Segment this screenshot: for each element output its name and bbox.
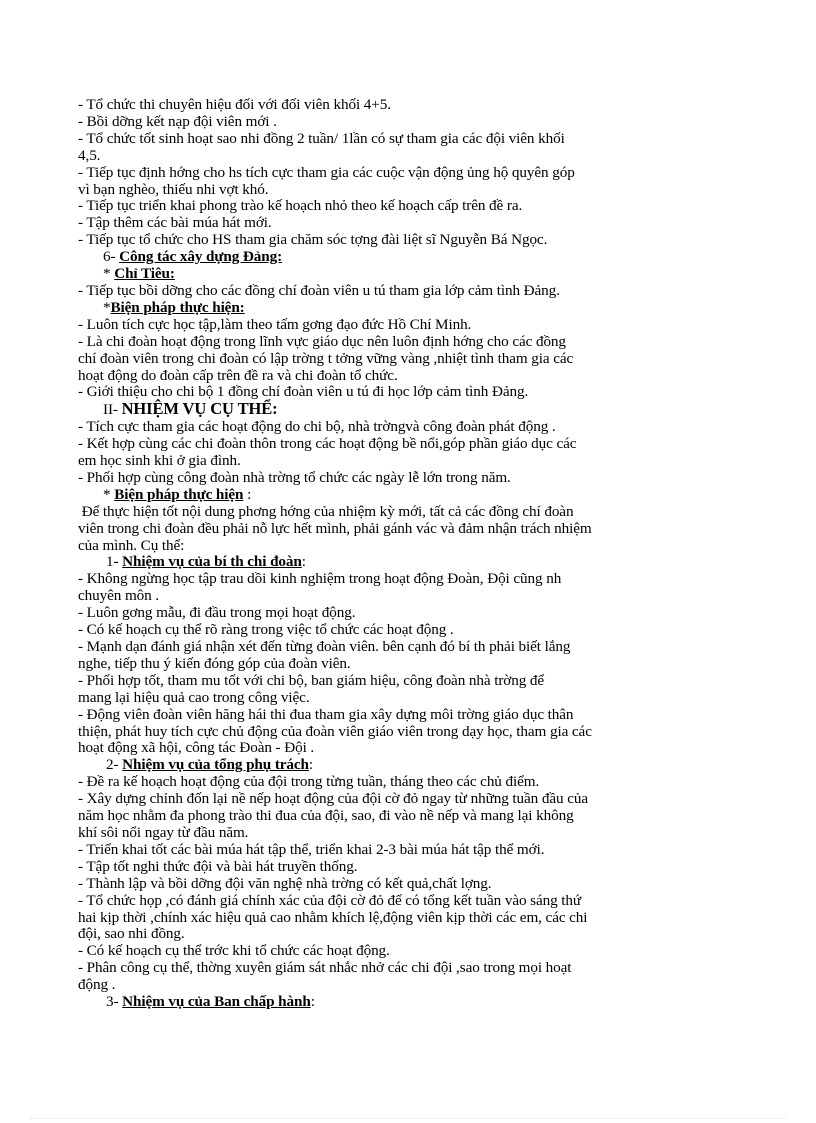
text-line: chuyên môn . (78, 587, 160, 605)
text-line: - Phối hợp cùng công đoàn nhà trờng tổ chức các ngày lễ lớn trong năm. (78, 468, 511, 486)
text-line: viên trong chi đoàn đều phải nỗ lực hết mình, phải gánh vác và đảm nhận trách nhiệm (78, 519, 592, 537)
text-line: - Luôn gơng mẫu, đi đầu trong mọi hoạt động. (78, 604, 356, 622)
section-number: 6- (103, 248, 120, 266)
text-line: đội, sao nhi đồng. (78, 925, 185, 943)
text-line: - Có kế hoạch cụ thể trớc khi tổ chức các hoạt động. (78, 942, 390, 960)
subheading-title: Biện pháp thực hiện: (110, 298, 245, 316)
subheading-title: Biện pháp thực hiện (114, 485, 244, 503)
subheading-measures (78, 300, 748, 317)
text-line: thiện, phát huy tích cực chủ động của đoàn viên giáo viên trong dạy học, tham gia các (78, 722, 592, 740)
text-line: năm học nhằm đa phong trào thi đua của đội, sao, đi vào nề nếp và mang lại không (78, 807, 574, 825)
text-line: - Triển khai tốt các bài múa hát tập thể, triển khai 2-3 bài múa hát tập thể mới. (78, 840, 545, 858)
text-line: - Tổ chức tốt sinh hoạt sao nhi đồng 2 tuần/ 1lần có sự tham gia các đội viên khối (78, 129, 565, 147)
task-number: 1- (106, 553, 123, 571)
text-line: - Là chi đoàn hoạt động trong lĩnh vực giáo dục nên luôn định hớng cho các đồng (78, 332, 566, 350)
bullet-star: * (103, 298, 111, 316)
text-line: - Có kế hoạch cụ thể rõ ràng trong việc tổ chức các hoạt động . (78, 621, 454, 639)
text-line: - Kết hợp cùng các chi đoàn thôn trong các hoạt động bề nổi,góp phần giáo dục các (78, 435, 577, 453)
text-line: - Không ngừng học tập trau dồi kinh nghiệm trong hoạt động Đoàn, Đội cũng nh (78, 570, 562, 588)
section-number: II- (103, 401, 122, 419)
text-line: - Tiếp tục tổ chức cho HS tham gia chăm sóc tợng đài liệt sĩ Nguyễn Bá Ngọc. (78, 231, 548, 249)
text-line: - Tập thêm các bài múa hát mới. (78, 214, 272, 232)
subheading-suffix: : (243, 485, 252, 503)
text-line: - Tiếp tục bồi dỡng cho các đồng chí đoàn viên u tú tham gia lớp cảm tình Đảng. (78, 281, 560, 299)
section-title: Công tác xây dựng Đảng: (119, 248, 283, 266)
text-line: chí đoàn viên trong chi đoàn có lập trờng t tởng vững vàng ,nhiệt tình tham gia các (78, 349, 574, 367)
text-line: nghe, tiếp thu ý kiến đóng góp của đoàn viên. (78, 654, 351, 672)
text-line: - Thành lập và bồi dỡng đội văn nghệ nhà trờng có kết quả,chất lợng. (78, 874, 492, 892)
text-line: em học sinh khi ở gia đình. (78, 452, 241, 470)
text-line: - Tích cực tham gia các hoạt động do chi bộ, nhà trờngvà công đoàn phát động . (78, 418, 556, 436)
text-line: của mình. Cụ thể: (78, 536, 185, 554)
text-line: - Xây dựng chỉnh đốn lại nề nếp hoạt động của đội cờ đỏ ngay từ những tuần đầu của (78, 790, 588, 808)
task-heading-committee (78, 994, 748, 1011)
subheading-measures-2 (78, 487, 748, 504)
text-line: hoạt động xã hội, công tác Đoàn - Đội . (78, 739, 315, 757)
text-line: hoạt động do đoàn cấp trên đề ra và chi đoàn tổ chức. (78, 366, 398, 384)
text-line: - Bồi dỡng kết nạp đội viên mới . (78, 112, 277, 130)
task-suffix: : (310, 993, 315, 1011)
text-line: vì bạn nghèo, thiếu nhi vợt khó. (78, 180, 269, 198)
task-heading-secretary (78, 554, 748, 571)
text-line: - Giới thiệu cho chi bộ 1 đồng chí đoàn viên u tú đi học lớp cảm tình Đảng. (78, 383, 529, 401)
bullet-star: * (103, 485, 115, 503)
task-title: Nhiệm vụ của Ban chấp hành (122, 993, 311, 1011)
text-line: 4,5. (78, 146, 101, 164)
subheading-targets (78, 266, 748, 283)
text-line: động . (78, 976, 116, 994)
text-line: - Phối hợp tốt, tham mu tốt với chi bộ, ban giám hiệu, công đoàn nhà trờng để (78, 671, 545, 689)
section-title: NHIỆM VỤ CỤ THỂ: (121, 399, 278, 419)
task-title: Nhiệm vụ của bí th chi đoàn (122, 553, 302, 571)
task-title: Nhiệm vụ của tổng phụ trách (122, 756, 309, 774)
task-number: 2- (106, 756, 123, 774)
task-heading-leader (78, 757, 748, 774)
text-line: - Luôn tích cực học tập,làm theo tấm gơng đạo đức Hồ Chí Minh. (78, 315, 472, 333)
text-line: - Tập tốt nghi thức đội và bài hát truyền thống. (78, 857, 358, 875)
text-line: - Động viên đoàn viên hăng hái thi đua tham gia xây dựng môi trờng giáo dục thân (78, 705, 574, 723)
text-line: - Tiếp tục triển khai phong trào kế hoạch nhỏ theo kế hoạch cấp trên đề ra. (78, 197, 523, 215)
text-line: Để thực hiện tốt nội dung phơng hớng của nhiệm kỳ mới, tất cả các đồng chí đoàn (78, 502, 574, 520)
task-number: 3- (106, 993, 123, 1011)
text-line: - Phân công cụ thể, thờng xuyên giám sát nhắc nhở các chi đội ,sao trong mọi hoạt (78, 959, 572, 977)
subheading-title: Chỉ Tiêu: (114, 265, 175, 283)
text-line: - Tổ chức họp ,có đánh giá chính xác của đội cờ đỏ để có tổng kết tuần vào sáng thứ (78, 891, 582, 909)
text-line: hai kịp thời ,chính xác hiệu quả cao nhằm khích lệ,động viên kịp thời các em, các chi (78, 908, 588, 926)
text-line: - Tiếp tục định hớng cho hs tích cực tham gia các cuộc vận động ủng hộ quyên góp (78, 163, 575, 181)
bullet-star: * (103, 265, 115, 283)
text-line: - Tổ chức thi chuyên hiệu đối với đối viên khối 4+5. (78, 96, 391, 113)
text-line: - Mạnh dạn đánh giá nhận xét đến từng đoàn viên. bên cạnh đó bí th phải biết lắng (78, 638, 571, 655)
section-heading-tasks (78, 401, 748, 419)
text-line: mang lại hiệu quả cao trong công việc. (78, 688, 310, 706)
text-line: khí sôi nổi ngay từ đầu năm. (78, 823, 249, 841)
document-page (78, 97, 748, 1011)
task-suffix: : (301, 553, 306, 571)
text-line: - Đề ra kế hoạch hoạt động của đội trong từng tuần, tháng theo các chủ điểm. (78, 773, 540, 791)
page-bottom-rule (30, 1118, 786, 1119)
task-suffix: : (308, 756, 314, 774)
section-heading-party (78, 249, 748, 266)
